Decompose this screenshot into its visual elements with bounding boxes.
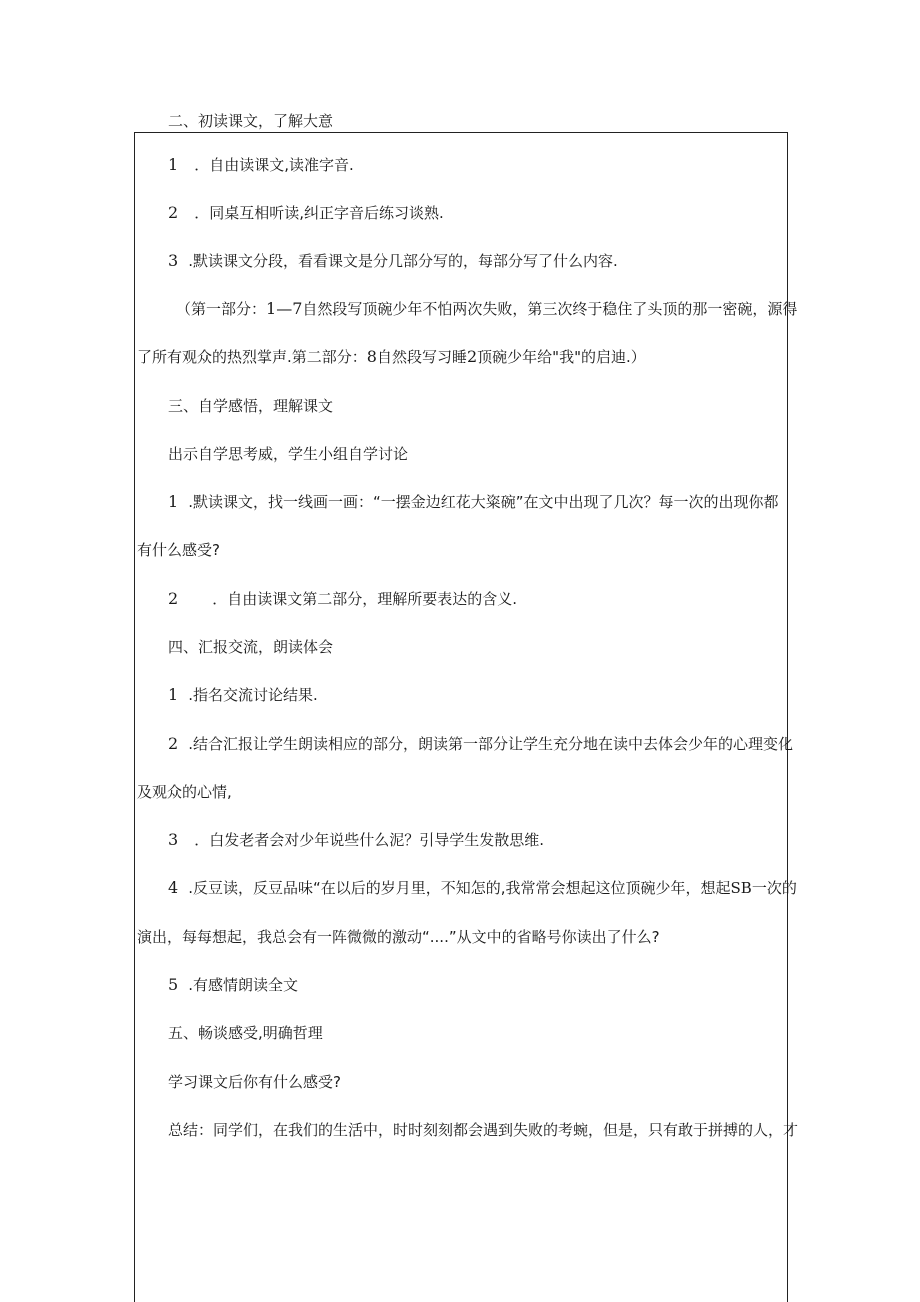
item-number: 1 xyxy=(168,155,179,174)
paragraph-line: 有什么感受? xyxy=(137,541,220,559)
item-text: .结合汇报让学生朗读相应的部分，朗读第一部分让学生充分地在读中去体会少年的心理变化 xyxy=(188,735,793,753)
item-text: ．白发老者会对少年说些什么泥？引导学生发散思维. xyxy=(194,831,544,849)
number-run: 2 xyxy=(466,347,478,366)
item-number: 3 xyxy=(168,251,179,270)
item-text: .默读课文，找一线画一画：“一摆金边红花大粢碗”在文中出现了几次？每一次的出现你都 xyxy=(188,493,779,511)
section-heading-5: 五、畅谈感受,明确哲理 xyxy=(168,1024,323,1042)
item-text: .默读课文分段，看看课文是分几部分写的，每部分写了什么内容. xyxy=(188,252,618,270)
item-text: 一次的 xyxy=(751,879,797,897)
paragraph-line: 总结：同学们，在我们的生活中，时时刻刻都会遇到失败的考蜿，但是，只有敢于拼搏的人，才 xyxy=(168,1121,799,1139)
list-item xyxy=(168,251,618,271)
item-text: ．同桌互相听读,纠正字音后练习谈熟. xyxy=(194,204,444,222)
text-run: 了所有观众的热烈掌声.第二部分： xyxy=(137,348,367,366)
item-number: 2 xyxy=(168,589,179,608)
number-run: 1—7 xyxy=(266,299,303,318)
item-number: 2 xyxy=(168,734,179,753)
text-run: 自然段写顶碗少年不怕两次失败，第三次终于稳住了头顶的那一密碗，源得 xyxy=(302,300,798,318)
list-item xyxy=(168,975,298,995)
item-text: ．自由读课文第二部分，理解所要表达的含义. xyxy=(212,590,517,608)
text-run: 自然段写习睡 xyxy=(376,348,467,366)
paragraph-line: 及观众的心情, xyxy=(137,783,232,801)
paragraph-line: 学习课文后你有什么感受? xyxy=(168,1073,341,1091)
item-number: 5 xyxy=(168,975,179,994)
item-number: 4 xyxy=(168,878,179,897)
list-item xyxy=(168,203,444,223)
item-number: 2 xyxy=(168,203,179,222)
item-text: .指名交流讨论结果. xyxy=(188,686,318,704)
paragraph-line: 演出，每每想起，我总会有一阵微微的激动“....”从文中的省略号你读出了什么? xyxy=(137,928,660,946)
paragraph-line xyxy=(176,299,797,319)
list-item xyxy=(168,685,318,705)
item-text: .有感情朗读全文 xyxy=(188,976,298,994)
item-number: 3 xyxy=(168,830,179,849)
list-item xyxy=(168,734,793,754)
list-item xyxy=(168,492,779,512)
item-number: 1 xyxy=(168,685,179,704)
number-run: 8 xyxy=(366,347,377,366)
number-run: SB xyxy=(730,879,752,897)
list-item xyxy=(168,878,797,898)
text-run: （第一部分： xyxy=(176,300,267,318)
list-item xyxy=(168,155,354,175)
item-text: ．自由读课文,读准字音. xyxy=(194,156,354,174)
paragraph-line: 出示自学思考威，学生小组自学讨论 xyxy=(168,445,409,463)
paragraph-line xyxy=(137,347,646,367)
item-number: 1 xyxy=(168,492,179,511)
section-heading-4: 四、汇报交流，朗读体会 xyxy=(168,638,334,656)
list-item xyxy=(168,830,544,850)
section-heading-3: 三、自学感悟，理解课文 xyxy=(168,397,334,415)
text-run: 顶碗少年给"我"的启迪.） xyxy=(477,348,646,366)
section-heading-2: 二、初读课文，了解大意 xyxy=(168,112,334,130)
item-text: .反豆读，反豆品味“在以后的岁月里，不知怎的,我常常会想起这位顶碗少年，想起 xyxy=(188,879,731,897)
list-item xyxy=(168,589,517,609)
